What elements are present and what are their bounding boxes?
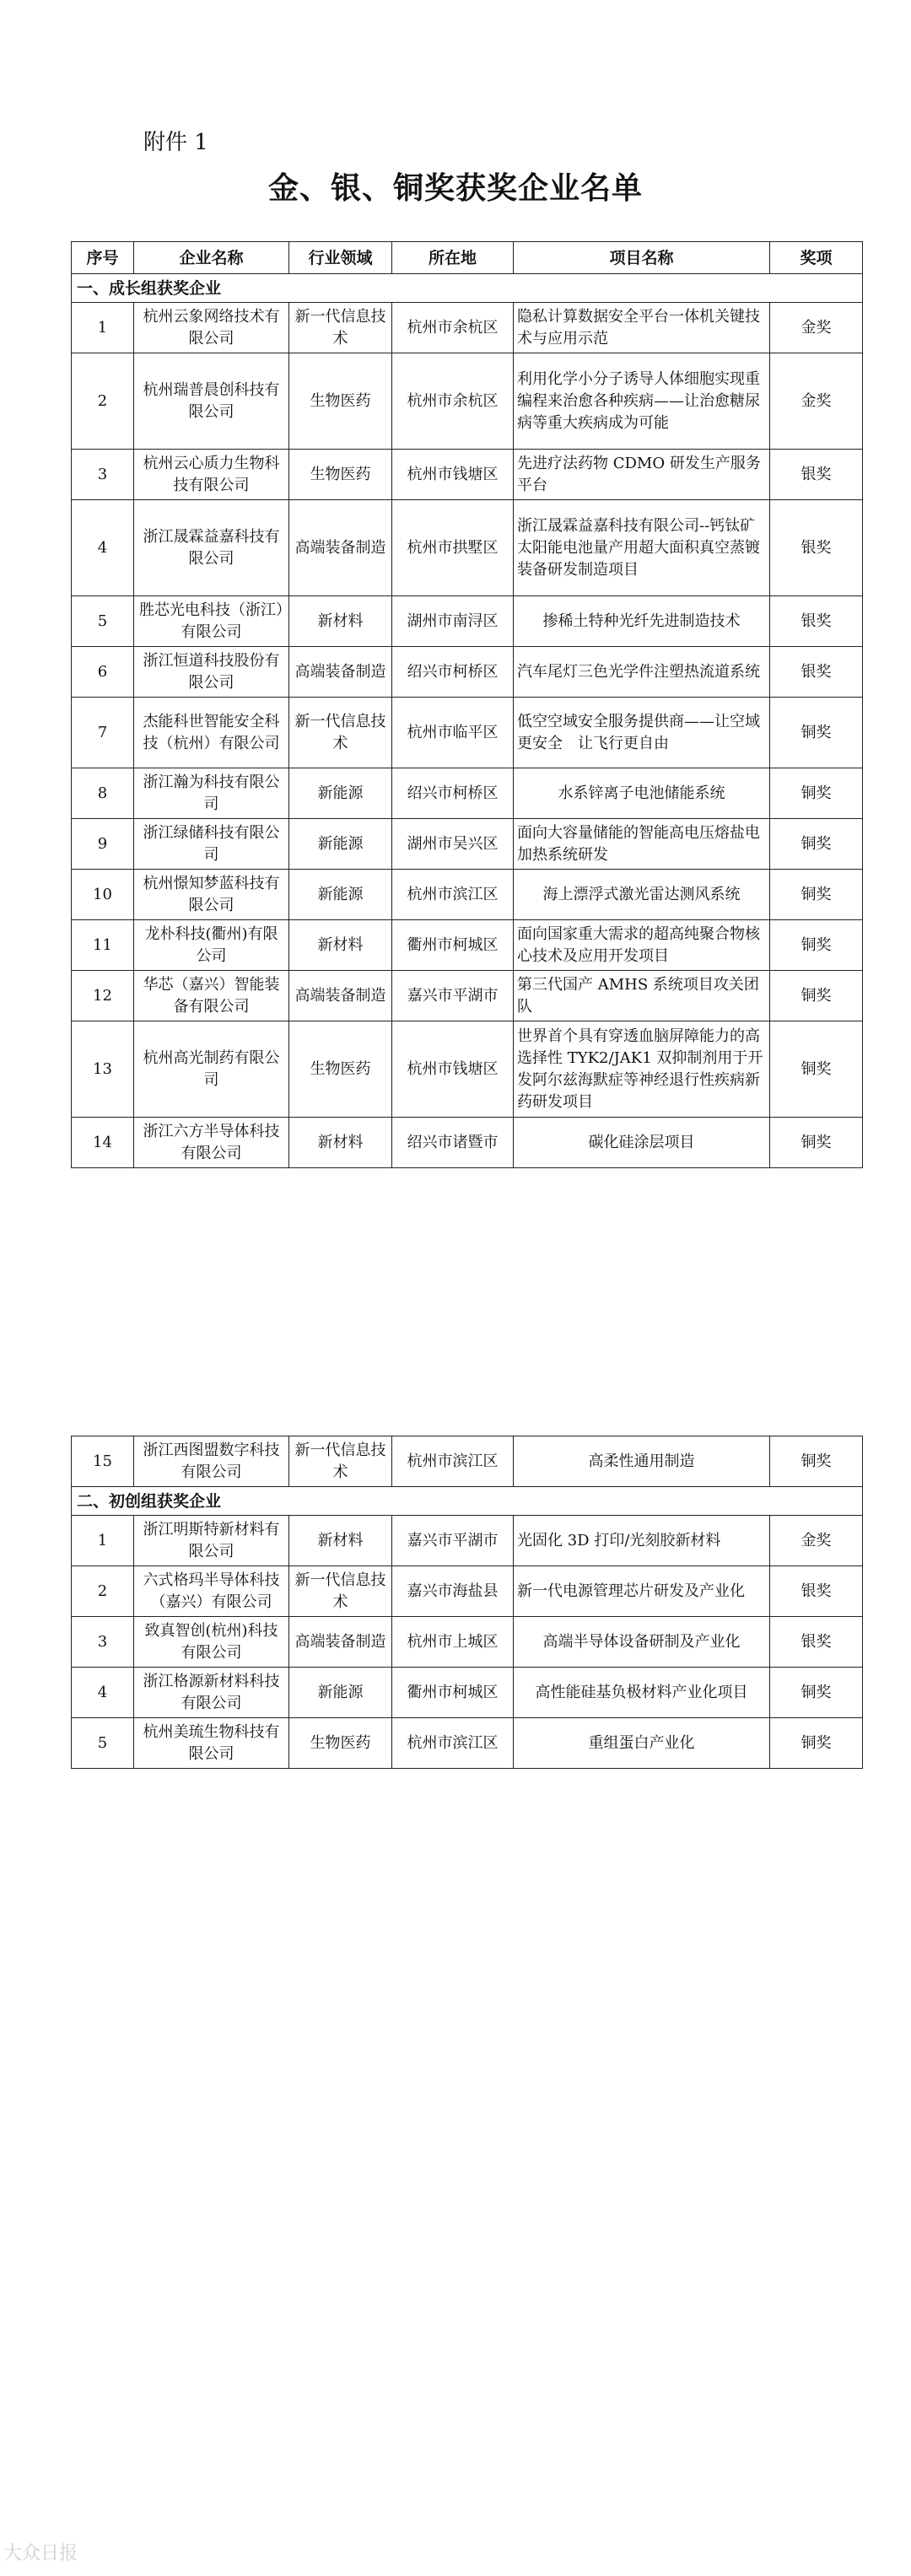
cell-location: 杭州市钱塘区 bbox=[392, 450, 514, 500]
cell-company: 浙江六方半导体科技有限公司 bbox=[134, 1118, 289, 1168]
cell-no: 13 bbox=[72, 1021, 134, 1118]
cell-project: 世界首个具有穿透血脑屏障能力的高选择性 TYK2/JAK1 双抑制剂用于开发阿尔兹海默症等神经退行性疾病新药研发项目 bbox=[514, 1021, 770, 1118]
cell-project: 高端半导体设备研制及产业化 bbox=[514, 1617, 770, 1668]
table-row bbox=[72, 920, 863, 971]
table-body-startup bbox=[72, 1487, 863, 1769]
section-header-row bbox=[72, 1487, 863, 1516]
cell-industry: 新能源 bbox=[289, 819, 392, 870]
cell-project: 第三代国产 AMHS 系统项目攻关团队 bbox=[514, 971, 770, 1021]
cell-company: 浙江恒道科技股份有限公司 bbox=[134, 647, 289, 698]
table-row bbox=[72, 500, 863, 596]
awards-table-part-2 bbox=[71, 1436, 863, 1769]
cell-award: 银奖 bbox=[770, 1617, 863, 1668]
cell-award: 银奖 bbox=[770, 647, 863, 698]
cell-award: 金奖 bbox=[770, 353, 863, 450]
cell-no: 4 bbox=[72, 1668, 134, 1718]
table-row bbox=[72, 1617, 863, 1668]
cell-location: 嘉兴市平湖市 bbox=[392, 1516, 514, 1566]
cell-location: 衢州市柯城区 bbox=[392, 920, 514, 971]
cell-project: 汽车尾灯三色光学件注塑热流道系统 bbox=[514, 647, 770, 698]
section-title: 一、成长组获奖企业 bbox=[72, 274, 863, 303]
table-row bbox=[72, 698, 863, 768]
cell-location: 嘉兴市平湖市 bbox=[392, 971, 514, 1021]
cell-location: 杭州市上城区 bbox=[392, 1617, 514, 1668]
table-row bbox=[72, 596, 863, 647]
cell-award: 铜奖 bbox=[770, 698, 863, 768]
cell-location: 绍兴市柯桥区 bbox=[392, 768, 514, 819]
cell-no: 10 bbox=[72, 870, 134, 920]
cell-no: 9 bbox=[72, 819, 134, 870]
cell-award: 铜奖 bbox=[770, 1118, 863, 1168]
column-header-no: 序号 bbox=[72, 242, 134, 274]
watermark-logo: 大众日报 bbox=[3, 2543, 78, 2564]
table-row bbox=[72, 768, 863, 819]
table-row bbox=[72, 819, 863, 870]
cell-no: 2 bbox=[72, 1566, 134, 1617]
cell-project: 先进疗法药物 CDMO 研发生产服务平台 bbox=[514, 450, 770, 500]
cell-no: 7 bbox=[72, 698, 134, 768]
cell-company: 杭州云心质力生物科技有限公司 bbox=[134, 450, 289, 500]
cell-company: 胜芯光电科技（浙江）有限公司 bbox=[134, 596, 289, 647]
cell-project: 隐私计算数据安全平台一体机关键技术与应用示范 bbox=[514, 303, 770, 353]
cell-project: 海上漂浮式激光雷达测风系统 bbox=[514, 870, 770, 920]
cell-award: 银奖 bbox=[770, 596, 863, 647]
cell-award: 金奖 bbox=[770, 1516, 863, 1566]
cell-industry: 高端装备制造 bbox=[289, 500, 392, 596]
cell-location: 杭州市钱塘区 bbox=[392, 1021, 514, 1118]
cell-company: 浙江晟霖益嘉科技有限公司 bbox=[134, 500, 289, 596]
cell-company: 浙江明斯特新材料有限公司 bbox=[134, 1516, 289, 1566]
cell-project: 高性能硅基负极材料产业化项目 bbox=[514, 1668, 770, 1718]
cell-company: 致真智创(杭州)科技有限公司 bbox=[134, 1617, 289, 1668]
table-row bbox=[72, 870, 863, 920]
cell-industry: 新材料 bbox=[289, 920, 392, 971]
cell-industry: 新材料 bbox=[289, 596, 392, 647]
cell-project: 浙江晟霖益嘉科技有限公司--钙钛矿太阳能电池量产用超大面积真空蒸镀装备研发制造项目 bbox=[514, 500, 770, 596]
cell-company: 杭州憬知梦蓝科技有限公司 bbox=[134, 870, 289, 920]
cell-company: 杰能科世智能安全科技（杭州）有限公司 bbox=[134, 698, 289, 768]
cell-award: 铜奖 bbox=[770, 870, 863, 920]
column-header-project: 项目名称 bbox=[514, 242, 770, 274]
cell-industry: 新一代信息技术 bbox=[289, 303, 392, 353]
cell-no: 15 bbox=[72, 1436, 134, 1487]
table-row bbox=[72, 1021, 863, 1118]
table-row bbox=[72, 450, 863, 500]
cell-no: 3 bbox=[72, 1617, 134, 1668]
cell-company: 浙江绿储科技有限公司 bbox=[134, 819, 289, 870]
section-title: 二、初创组获奖企业 bbox=[72, 1487, 863, 1516]
cell-location: 杭州市滨江区 bbox=[392, 1718, 514, 1769]
table-row bbox=[72, 971, 863, 1021]
section-header-row bbox=[72, 274, 863, 303]
cell-award: 铜奖 bbox=[770, 768, 863, 819]
cell-industry: 新一代信息技术 bbox=[289, 698, 392, 768]
cell-no: 4 bbox=[72, 500, 134, 596]
cell-company: 杭州瑞普晨创科技有限公司 bbox=[134, 353, 289, 450]
cell-no: 11 bbox=[72, 920, 134, 971]
cell-award: 铜奖 bbox=[770, 920, 863, 971]
cell-award: 铜奖 bbox=[770, 819, 863, 870]
cell-industry: 新能源 bbox=[289, 768, 392, 819]
table-row bbox=[72, 353, 863, 450]
cell-no: 12 bbox=[72, 971, 134, 1021]
column-header-company: 企业名称 bbox=[134, 242, 289, 274]
cell-industry: 生物医药 bbox=[289, 1021, 392, 1118]
cell-location: 湖州市吴兴区 bbox=[392, 819, 514, 870]
cell-location: 绍兴市诸暨市 bbox=[392, 1118, 514, 1168]
cell-company: 六式格玛半导体科技（嘉兴）有限公司 bbox=[134, 1566, 289, 1617]
cell-location: 杭州市滨江区 bbox=[392, 1436, 514, 1487]
cell-industry: 新一代信息技术 bbox=[289, 1436, 392, 1487]
cell-location: 湖州市南浔区 bbox=[392, 596, 514, 647]
cell-industry: 新一代信息技术 bbox=[289, 1566, 392, 1617]
cell-award: 银奖 bbox=[770, 500, 863, 596]
cell-award: 铜奖 bbox=[770, 1021, 863, 1118]
cell-project: 光固化 3D 打印/光刻胶新材料 bbox=[514, 1516, 770, 1566]
attachment-label: 附件 1 bbox=[143, 130, 208, 155]
cell-no: 14 bbox=[72, 1118, 134, 1168]
cell-industry: 生物医药 bbox=[289, 1718, 392, 1769]
cell-project: 水系锌离子电池储能系统 bbox=[514, 768, 770, 819]
cell-project: 面向国家重大需求的超高纯聚合物核心技术及应用开发项目 bbox=[514, 920, 770, 971]
cell-company: 杭州高光制药有限公司 bbox=[134, 1021, 289, 1118]
cell-location: 杭州市临平区 bbox=[392, 698, 514, 768]
cell-location: 杭州市余杭区 bbox=[392, 353, 514, 450]
cell-company: 华芯（嘉兴）智能装备有限公司 bbox=[134, 971, 289, 1021]
cell-award: 铜奖 bbox=[770, 1718, 863, 1769]
cell-no: 3 bbox=[72, 450, 134, 500]
cell-industry: 新材料 bbox=[289, 1118, 392, 1168]
column-header-award: 奖项 bbox=[770, 242, 863, 274]
cell-industry: 新能源 bbox=[289, 870, 392, 920]
cell-company: 浙江瀚为科技有限公司 bbox=[134, 768, 289, 819]
cell-no: 1 bbox=[72, 303, 134, 353]
cell-industry: 高端装备制造 bbox=[289, 647, 392, 698]
table-row bbox=[72, 647, 863, 698]
table-row bbox=[72, 1516, 863, 1566]
table-row bbox=[72, 1718, 863, 1769]
cell-location: 衢州市柯城区 bbox=[392, 1668, 514, 1718]
cell-award: 金奖 bbox=[770, 303, 863, 353]
cell-company: 浙江格源新材料科技有限公司 bbox=[134, 1668, 289, 1718]
cell-no: 5 bbox=[72, 1718, 134, 1769]
cell-award: 铜奖 bbox=[770, 1668, 863, 1718]
table-row bbox=[72, 1436, 863, 1487]
cell-award: 铜奖 bbox=[770, 1436, 863, 1487]
table-row bbox=[72, 1118, 863, 1168]
cell-award: 银奖 bbox=[770, 1566, 863, 1617]
table-row bbox=[72, 1566, 863, 1617]
cell-no: 6 bbox=[72, 647, 134, 698]
cell-no: 8 bbox=[72, 768, 134, 819]
cell-location: 绍兴市柯桥区 bbox=[392, 647, 514, 698]
cell-project: 碳化硅涂层项目 bbox=[514, 1118, 770, 1168]
cell-company: 杭州美琉生物科技有限公司 bbox=[134, 1718, 289, 1769]
cell-project: 掺稀土特种光纤先进制造技术 bbox=[514, 596, 770, 647]
page-title: 金、银、铜奖获奖企业名单 bbox=[267, 170, 643, 206]
cell-location: 杭州市余杭区 bbox=[392, 303, 514, 353]
cell-project: 重组蛋白产业化 bbox=[514, 1718, 770, 1769]
cell-industry: 生物医药 bbox=[289, 353, 392, 450]
cell-project: 面向大容量储能的智能高电压熔盐电加热系统研发 bbox=[514, 819, 770, 870]
column-header-industry: 行业领域 bbox=[289, 242, 392, 274]
cell-no: 1 bbox=[72, 1516, 134, 1566]
table-row bbox=[72, 1668, 863, 1718]
cell-company: 浙江西图盟数字科技有限公司 bbox=[134, 1436, 289, 1487]
cell-award: 银奖 bbox=[770, 450, 863, 500]
cell-industry: 高端装备制造 bbox=[289, 971, 392, 1021]
column-header-location: 所在地 bbox=[392, 242, 514, 274]
cell-industry: 新能源 bbox=[289, 1668, 392, 1718]
cell-company: 龙朴科技(衢州)有限公司 bbox=[134, 920, 289, 971]
cell-location: 杭州市滨江区 bbox=[392, 870, 514, 920]
cell-industry: 生物医药 bbox=[289, 450, 392, 500]
cell-award: 铜奖 bbox=[770, 971, 863, 1021]
cell-industry: 新材料 bbox=[289, 1516, 392, 1566]
cell-location: 嘉兴市海盐县 bbox=[392, 1566, 514, 1617]
table-body-growth-continued bbox=[72, 1436, 863, 1487]
cell-project: 高柔性通用制造 bbox=[514, 1436, 770, 1487]
table-row bbox=[72, 303, 863, 353]
cell-project: 新一代电源管理芯片研发及产业化 bbox=[514, 1566, 770, 1617]
table-body-growth bbox=[72, 274, 863, 1168]
cell-no: 2 bbox=[72, 353, 134, 450]
cell-company: 杭州云象网络技术有限公司 bbox=[134, 303, 289, 353]
table-header-row bbox=[72, 242, 863, 274]
cell-industry: 高端装备制造 bbox=[289, 1617, 392, 1668]
cell-project: 利用化学小分子诱导人体细胞实现重编程来治愈各种疾病——让治愈糖尿病等重大疾病成为可能 bbox=[514, 353, 770, 450]
cell-no: 5 bbox=[72, 596, 134, 647]
awards-table-part-1 bbox=[71, 241, 863, 1168]
cell-location: 杭州市拱墅区 bbox=[392, 500, 514, 596]
cell-project: 低空空域安全服务提供商——让空域更安全 让飞行更自由 bbox=[514, 698, 770, 768]
